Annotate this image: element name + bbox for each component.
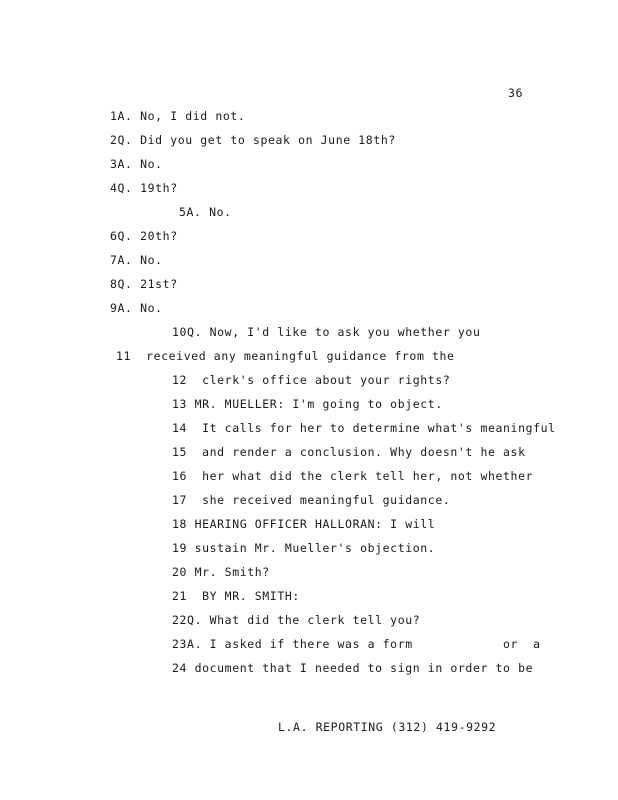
transcript-line-6: 6Q. 20th? — [110, 229, 178, 243]
transcript-line-2: 2Q. Did you get to speak on June 18th? — [110, 133, 396, 147]
transcript-line-19: 19 sustain Mr. Mueller's objection. — [172, 541, 436, 555]
transcript-line-7: 7A. No. — [110, 253, 163, 267]
transcript-line-8: 8Q. 21st? — [110, 277, 178, 291]
transcript-line-3: 3A. No. — [110, 157, 163, 171]
transcript-line-13: 13 MR. MUELLER: I'm going to object. — [172, 397, 443, 411]
transcript-line-23: 23A. I asked if there was a form or a — [172, 637, 541, 651]
reporter-footer: L.A. REPORTING (312) 419-9292 — [278, 720, 497, 734]
transcript-line-16: 16 her what did the clerk tell her, not whether — [172, 469, 534, 483]
transcript-line-1: 1A. No, I did not. — [110, 109, 246, 123]
page-number: 36 — [508, 86, 524, 100]
transcript-line-11: 11 received any meaningful guidance from the — [116, 349, 455, 363]
transcript-line-4: 4Q. 19th? — [110, 181, 178, 195]
transcript-line-20: 20 Mr. Smith? — [172, 565, 270, 579]
transcript-line-9: 9A. No. — [110, 301, 163, 315]
transcript-line-21: 21 BY MR. SMITH: — [172, 589, 300, 603]
transcript-line-10: 10Q. Now, I'd like to ask you whether you — [172, 325, 481, 339]
transcript-line-24: 24 document that I needed to sign in order to be — [172, 661, 534, 675]
transcript-line-17: 17 she received meaningful guidance. — [172, 493, 451, 507]
transcript-line-5: 5A. No. — [179, 205, 232, 219]
transcript-line-18: 18 HEARING OFFICER HALLORAN: I will — [172, 517, 436, 531]
transcript-line-22: 22Q. What did the clerk tell you? — [172, 613, 421, 627]
transcript-line-15: 15 and render a conclusion. Why doesn't he ask — [172, 445, 526, 459]
transcript-line-12: 12 clerk's office about your rights? — [172, 373, 451, 387]
transcript-line-14: 14 It calls for her to determine what's meaningful — [172, 421, 556, 435]
